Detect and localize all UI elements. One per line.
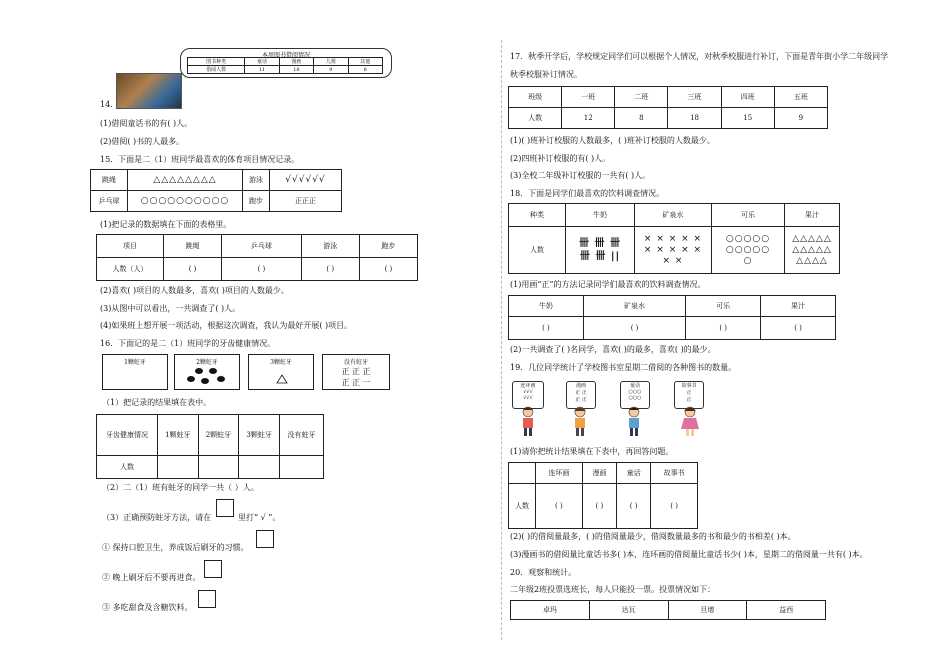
table-header: 二班	[615, 87, 668, 108]
answer-blank[interactable]: ( )	[536, 484, 583, 529]
milk-tally	[566, 227, 635, 274]
q15-question-2: (2)喜欢( )项目的人数最多，喜欢( )项目的人数最少。	[100, 286, 289, 295]
water-tally	[635, 227, 712, 274]
answer-cell[interactable]	[198, 456, 239, 479]
table-header: 其他	[348, 58, 382, 66]
q19-question-2: (2)( )的借阅量最多，( )的借阅量最少，借阅数量最多的书和最少的书相差( )本。	[510, 532, 796, 541]
table-cell: 游泳	[243, 170, 270, 191]
table-header: 牙齿健康情况	[97, 415, 158, 456]
table-cell: 乒乓球	[91, 191, 128, 212]
table-header: 益西	[747, 601, 826, 620]
table-header: 2颗蛀牙	[198, 415, 239, 456]
q15-question-3: (3)从图中可以看出，一共调查了( )人。	[100, 304, 241, 313]
card-label: 3颗蛀牙	[270, 359, 292, 366]
q15-sub1: (1)把记录的数据填在下面的表格里。	[100, 220, 232, 229]
answer-blank[interactable]: ( )	[651, 484, 698, 529]
q18-record-table	[508, 203, 840, 274]
child-figure-icon	[516, 405, 540, 437]
tally-line: 正 正 正	[341, 367, 371, 376]
table-header: 果汁	[785, 204, 840, 227]
tally-line: × ×	[662, 255, 684, 266]
q16-option-3: ③ 多吃甜食及含糖饮料。	[102, 603, 193, 612]
dots-icon	[175, 365, 239, 389]
table-cell: 8	[348, 66, 382, 74]
table-header: 五班	[774, 87, 827, 108]
juice-tally	[785, 227, 840, 274]
board-label: 童话	[629, 383, 640, 389]
q18-title: 18．下面是同学们最喜欢的饮料调查情况。	[510, 189, 665, 198]
answer-blank[interactable]: ( )	[616, 484, 650, 529]
q19-title: 19．几位同学统计了学校图书室星期二借阅的各种图书的数量。	[510, 363, 737, 372]
board-tally: √√√	[523, 395, 533, 401]
tally-line: ○○○○○	[725, 244, 771, 255]
table-cell: 12	[562, 108, 615, 129]
q16-title: 16．下面记的是二（1）班同学的牙齿健康情况。	[100, 339, 276, 348]
table-header: 矿泉水	[583, 296, 685, 317]
board-label: 漫画	[575, 383, 586, 389]
table-cell: √√√√√√	[270, 170, 342, 191]
check-box[interactable]	[198, 590, 216, 608]
table-row-label: 人数	[509, 484, 536, 529]
q16-card-2	[174, 354, 240, 390]
q14-number: 14.	[100, 100, 113, 109]
card-label: 没有蛀牙	[343, 359, 368, 366]
q16-question-3-end: 里打“ √ ”。	[238, 513, 281, 522]
board-label: 故事书	[681, 383, 697, 389]
q16-sub1: （1）把记录的结果填在表中。	[102, 398, 212, 407]
q19-answer-table	[508, 462, 698, 529]
answer-cell[interactable]	[239, 456, 280, 479]
child-figure-icon	[568, 405, 592, 437]
triangle-icon	[249, 365, 313, 389]
q20-title: 20．观察和统计。	[510, 568, 577, 577]
table-cell: 9	[314, 66, 348, 74]
q14-question-2: (2)借阅( )书的人最多。	[100, 137, 185, 146]
child-figure-icon	[676, 405, 704, 437]
table-header: 可乐	[686, 296, 761, 317]
q17-title-line-1: 17．秋季开学后，学校规定同学们可以根据个人情况，对秋季校服进行补订，下面是青年街小学二年级同学	[510, 52, 889, 61]
table-cell: 15	[721, 108, 774, 129]
child-figure-icon	[622, 405, 646, 437]
table-header: 童话	[245, 58, 279, 66]
tally-line: ○○○○○	[725, 233, 771, 244]
tally-line: 卌 卌 卌	[579, 238, 621, 249]
card-label: 2颗蛀牙	[196, 359, 218, 366]
answer-blank[interactable]: ( )	[686, 317, 761, 340]
table-header: 果汁	[761, 296, 836, 317]
q18-question-2: (2)一共调查了( )名同学，喜欢( )的最多，喜欢( )的最少。	[510, 345, 716, 354]
tally-line: △△△△	[796, 255, 828, 266]
card-label: 1颗蛀牙	[124, 359, 146, 366]
q18-answer-table	[508, 295, 836, 340]
table-cell: 跑步	[243, 191, 270, 212]
table-header: 故事书	[651, 463, 698, 484]
table-header: 3颗蛀牙	[239, 415, 280, 456]
table-header: 童话	[616, 463, 650, 484]
table-header: 连环画	[536, 463, 583, 484]
tally-line: △△△△△	[792, 244, 832, 255]
table-cell: 18	[279, 66, 313, 74]
cola-tally	[712, 227, 785, 274]
q15-title: 15．下面是二（1）班同学最喜欢的体育项目情况记录。	[100, 155, 300, 164]
answer-blank[interactable]: ( )	[583, 317, 685, 340]
table-row-label: 人数（人）	[97, 258, 164, 281]
q16-option-2: ② 晚上刷牙后不要再进食。	[102, 573, 201, 582]
table-header: 矿泉水	[635, 204, 712, 227]
table-header: 三班	[668, 87, 721, 108]
q14-question-1: (1)借阅童话书的有( )人。	[100, 119, 193, 128]
table-header: 游泳	[301, 235, 359, 258]
check-box[interactable]	[204, 560, 222, 578]
q17-question-2: (2)四班补订校服的有( )人。	[510, 154, 611, 163]
q17-title-line-2: 秋季校服补订情况。	[510, 70, 582, 79]
q15-question-4: (4)如果班上想开展一项活动，根据这次调查，我认为最好开展( )项目。	[100, 321, 353, 330]
q16-option-1: ① 保持口腔卫生，养成饭后刷牙的习惯。	[102, 543, 249, 552]
q17-question-3: (3)全校二年级补订校服的一共有( )人。	[510, 171, 651, 180]
answer-blank[interactable]: ( )	[509, 317, 584, 340]
table-header: 漫画	[279, 58, 313, 66]
table-cell: ○○○○○○○○○○	[128, 191, 243, 212]
table-row-label: 人数	[97, 456, 158, 479]
q16-question-2: （2）二（1）班有蛀牙的同学一共（ ）人。	[102, 483, 259, 492]
q14-bubble-table	[187, 57, 383, 74]
board-tally: √√√	[523, 389, 533, 395]
table-row-label: 人数	[509, 227, 566, 274]
board-tally: 正 正	[575, 390, 587, 396]
answer-blank[interactable]: ( )	[164, 258, 222, 281]
q16-card-1	[102, 354, 168, 390]
table-cell: △△△△△△△△	[128, 170, 243, 191]
table-cell: 18	[668, 108, 721, 129]
table-header: 图书种类	[188, 58, 245, 66]
table-header: 儿歌	[314, 58, 348, 66]
tally-line: ○	[743, 255, 753, 266]
table-row-label: 人数	[509, 108, 562, 129]
table-header: 漫画	[582, 463, 616, 484]
q19-question-3: (3)漫画书的借阅量比童话书多( )本，连环画的借阅量比童话书少( )本，星期二的借阅量一共有( )本。	[510, 550, 868, 559]
table-header: 牛奶	[509, 296, 584, 317]
answer-cell[interactable]	[158, 456, 199, 479]
table-header: 一班	[562, 87, 615, 108]
answer-blank[interactable]: ( )	[359, 258, 417, 281]
column-divider	[501, 40, 502, 640]
table-cell: 正正正	[270, 191, 342, 212]
q16-answer-table	[96, 414, 324, 479]
table-row-label: 借阅人数	[188, 66, 245, 74]
table-cell: 11	[245, 66, 279, 74]
table-header: 跑步	[359, 235, 417, 258]
table-header: 跳绳	[164, 235, 222, 258]
table-header	[509, 463, 536, 484]
q14-bubble-title: 本周图书借阅情况	[261, 52, 310, 59]
table-cell: 9	[774, 108, 827, 129]
table-header: 1颗蛀牙	[158, 415, 199, 456]
board-tally: ○○○	[628, 389, 642, 395]
q19-sub1: (1)请你把统计结果填在下表中，再回答问题。	[510, 447, 674, 456]
q17-question-1: (1)( )班补订校服的人数最多，( )班补订校服的人数最少。	[510, 136, 715, 145]
q14-speech-bubble	[180, 48, 392, 78]
q15-answer-table	[96, 234, 418, 281]
tally-line: × × × × ×	[643, 244, 703, 255]
q15-record-table	[90, 169, 342, 212]
board-tally: 正 正	[575, 397, 587, 403]
q18-sub1: (1)用画“正”的方法记录同学们最喜欢的饮料调查情况。	[510, 280, 706, 289]
answer-blank[interactable]: ( )	[301, 258, 359, 281]
board-tally: ○○○	[628, 395, 642, 401]
tally-line: × × × × ×	[643, 233, 703, 244]
table-header: 没有蛀牙	[279, 415, 323, 456]
board-tally: 正	[686, 397, 692, 403]
tally-line: 正 正 一	[341, 378, 371, 387]
table-header: 牛奶	[566, 204, 635, 227]
answer-blank[interactable]: ( )	[222, 258, 302, 281]
q20-name-table	[510, 600, 826, 620]
table-cell: 8	[615, 108, 668, 129]
check-box[interactable]	[216, 499, 234, 517]
q16-question-3-start: （3）正确预防蛀牙方法，请在	[102, 513, 212, 522]
answer-cell[interactable]	[279, 456, 323, 479]
table-header: 班级	[509, 87, 562, 108]
library-photo	[116, 73, 182, 109]
check-box[interactable]	[256, 530, 274, 548]
answer-blank[interactable]: ( )	[761, 317, 836, 340]
table-header: 旦增	[668, 601, 747, 620]
board-label: 连环画	[520, 383, 536, 389]
table-header: 项目	[97, 235, 164, 258]
board-tally: 正	[686, 390, 692, 396]
q16-card-4	[322, 354, 390, 390]
q16-card-3	[248, 354, 314, 390]
tally-line: 卌 卌 ||	[579, 251, 621, 262]
q17-table	[508, 86, 828, 129]
table-header: 种类	[509, 204, 566, 227]
table-header: 四班	[721, 87, 774, 108]
table-header: 达瓦	[589, 601, 668, 620]
table-header: 可乐	[712, 204, 785, 227]
table-header: 卓玛	[511, 601, 590, 620]
table-cell: 跳绳	[91, 170, 128, 191]
q20-intro: 二年级2班投票选班长，每人只能投一票。投票情况如下：	[510, 585, 716, 594]
table-header: 乒乓球	[222, 235, 302, 258]
tally-line: △△△△△	[792, 233, 832, 244]
answer-blank[interactable]: ( )	[582, 484, 616, 529]
